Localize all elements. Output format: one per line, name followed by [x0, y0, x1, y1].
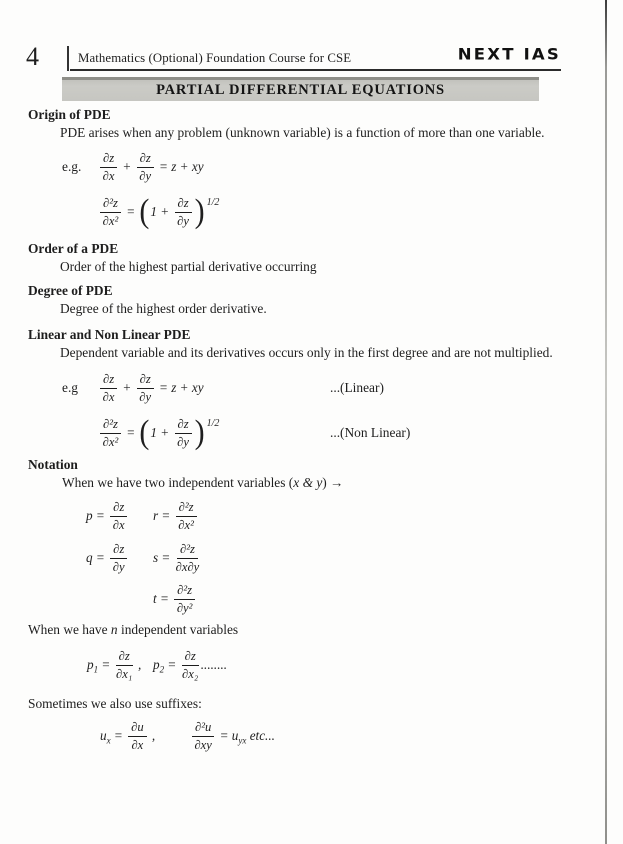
line-n-variables-post: independent variables [117, 622, 239, 637]
equation-t: t = $\frac{\text{∂²z}}{\text{∂y²}}$ [153, 583, 197, 616]
equation-pde-first-order: $\frac{\partial z}{\partial x}$ + $\frac{\partial z}{\partial y}$ = z + xy [98, 151, 204, 184]
notation-row-p-r [0, 496, 623, 536]
equation-r: r = $\frac{\text{∂²z}}{\text{∂x²}}$ [153, 500, 199, 533]
section-heading-degree: Degree of PDE [28, 283, 113, 298]
equation-q: q = $\frac{\partial z}{\partial y}$ [86, 542, 129, 575]
notation-row-q-s [0, 538, 623, 578]
example-label: e.g [62, 380, 78, 395]
paragraph-origin: PDE arises when any problem (unknown variable) is a function of more than one variable. [60, 125, 545, 140]
example-label: e.g. [62, 159, 82, 174]
page-number: 4 [26, 42, 39, 71]
notation-row-suffix [0, 715, 623, 757]
line-n-variables-var: n [110, 622, 118, 637]
line-two-variables-vars: x & y [293, 475, 323, 490]
line-suffixes: Sometimes we also use suffixes: [28, 696, 202, 711]
equation-row-example2 [0, 188, 623, 236]
equation-p1: $p_1$ = $\frac{\partial z}{\text{∂x₁}}$ , [87, 648, 142, 681]
paragraph-linear: Dependent variable and its derivatives occurs only in the first degree and are not multiplied. [60, 345, 553, 360]
paragraph-degree: Degree of the highest order derivative. [60, 301, 267, 316]
notation-row-t [0, 578, 623, 620]
equation-p2: $p_2$ = $\frac{\partial z}{\text{∂x₂}}$ ........ [153, 648, 228, 681]
chapter-banner [62, 77, 539, 101]
header-rule [70, 69, 561, 71]
equation-row-linear [0, 367, 623, 409]
equation-p: p = $\frac{\partial z}{\partial x}$ [86, 500, 129, 533]
section-heading-notation: Notation [28, 457, 78, 472]
chapter-title: PARTIAL DIFFERENTIAL EQUATIONS [156, 82, 445, 98]
line-n-variables [28, 622, 238, 638]
paragraph-order: Order of the highest partial derivative occurring [60, 259, 317, 274]
header-divider [67, 46, 69, 71]
equation-row-example1 [0, 146, 623, 188]
equation-row-nonlinear [0, 409, 623, 457]
line-two-variables [62, 475, 343, 491]
note-nonlinear: ...(Non Linear) [330, 425, 411, 440]
equation-linear-example: $\frac{\partial z}{\partial x}$ + $\frac{\partial z}{\partial y}$ = z + xy [98, 372, 204, 405]
line-two-variables-pre: When we have two independent variables ( [62, 475, 294, 490]
note-linear: ...(Linear) [330, 380, 384, 395]
equation-s: s = $\frac{\text{∂²z}}{\partial x\partial y}$ [153, 541, 200, 574]
equation-u-mixed: $\frac{\text{∂²u}}{\partial xy}$ = $u_{yx}$ etc... [190, 720, 275, 753]
header-title: Mathematics (Optional) Foundation Course for CSE [78, 51, 352, 65]
equation-u-suffix: $u_x$ = $\frac{\partial u}{\partial x}$ , [100, 719, 156, 752]
line-n-variables-pre: When we have [28, 622, 111, 637]
section-heading-linear: Linear and Non Linear PDE [28, 327, 191, 342]
line-two-variables-post: ) [322, 475, 331, 490]
equation-pde-second-order: $\frac{\text{∂²z}}{\text{∂x²}}$ = ( 1 + $\frac{\partial z}{\partial y}$ ) 1/2 [98, 196, 219, 229]
right-arrow: → [330, 475, 344, 490]
notation-row-p1-p2 [0, 644, 623, 686]
section-heading-order: Order of a PDE [28, 241, 119, 256]
section-heading-origin: Origin of PDE [28, 107, 111, 122]
equation-nonlinear-example: $\frac{\text{∂²z}}{\text{∂x²}}$ = ( 1 + $\frac{\partial z}{\partial y}$ ) 1/2 [98, 417, 219, 450]
brand-logo: NEXT IAS [457, 45, 561, 64]
